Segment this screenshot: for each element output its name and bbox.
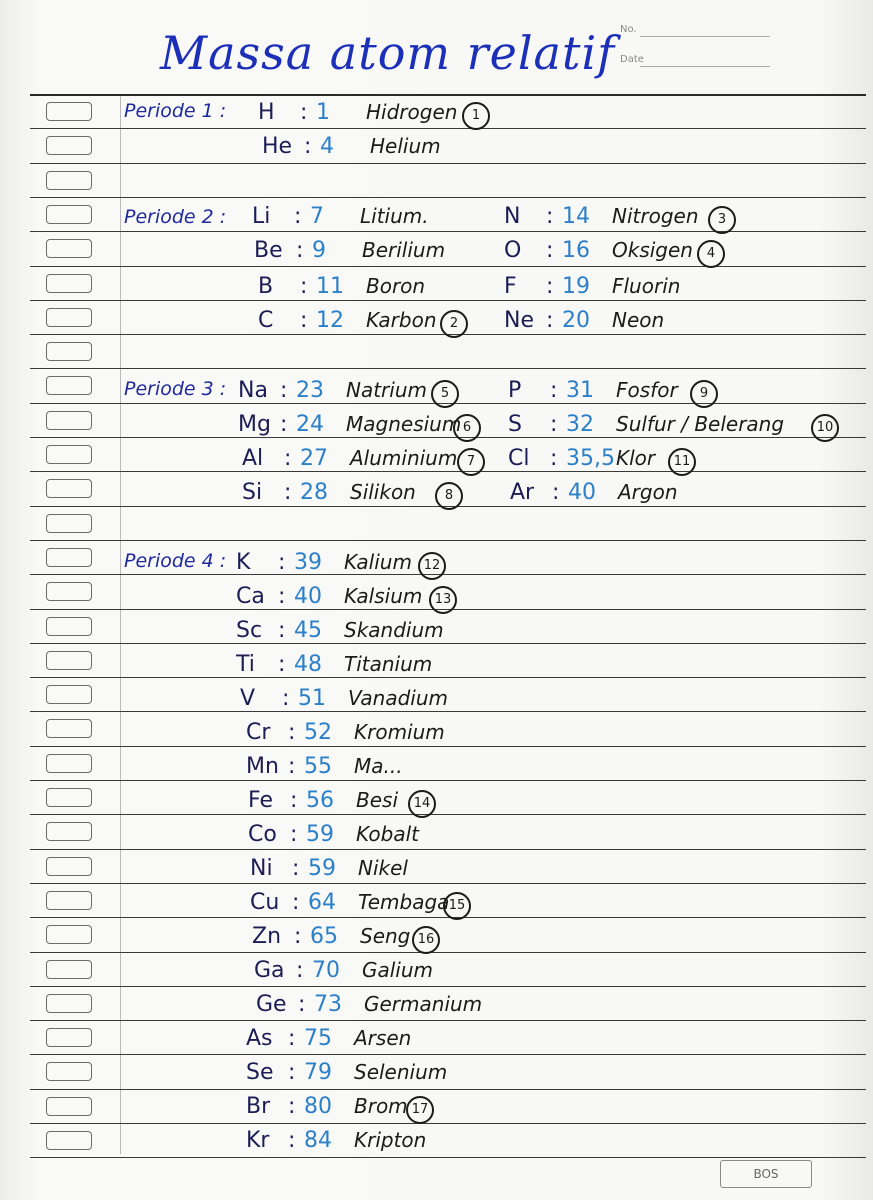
separator: :	[546, 238, 554, 263]
element-name: Klor	[616, 446, 656, 470]
separator: :	[280, 378, 288, 403]
separator: :	[290, 788, 298, 813]
separator: :	[288, 720, 296, 745]
separator: :	[550, 378, 558, 403]
checkbox[interactable]	[46, 411, 92, 430]
element-name: Fosfor	[616, 378, 678, 402]
atomic-mass: 19	[562, 274, 590, 299]
element-name: Boron	[366, 274, 426, 298]
element-symbol: Ni	[250, 856, 273, 881]
separator: :	[278, 652, 286, 677]
element-symbol: Co	[248, 822, 277, 847]
element-name: Aluminium	[350, 446, 458, 470]
ruled-line	[30, 540, 866, 541]
separator: :	[288, 1060, 296, 1085]
atomic-mass: 79	[304, 1060, 332, 1085]
element-symbol: Si	[242, 480, 263, 505]
checkbox[interactable]	[46, 651, 92, 670]
element-symbol: Mg	[238, 412, 271, 437]
separator: :	[288, 1094, 296, 1119]
element-symbol: Sc	[236, 618, 263, 643]
separator: :	[288, 754, 296, 779]
atomic-mass: 59	[306, 822, 334, 847]
checkbox[interactable]	[46, 274, 92, 293]
ruled-line	[30, 197, 866, 198]
element-symbol: Be	[254, 238, 283, 263]
separator: :	[280, 412, 288, 437]
element-number-badge: 4	[697, 240, 725, 268]
atomic-mass: 40	[294, 584, 322, 609]
element-name: Galium	[362, 958, 434, 982]
separator: :	[278, 618, 286, 643]
atomic-mass: 28	[300, 480, 328, 505]
element-name: Vanadium	[348, 686, 448, 710]
ruled-line	[30, 814, 866, 815]
element-name: Arsen	[354, 1026, 412, 1050]
element-name: Ma...	[354, 754, 403, 778]
checkbox[interactable]	[46, 857, 92, 876]
element-symbol: S	[508, 412, 522, 437]
element-name: Germanium	[364, 992, 483, 1016]
date-line	[640, 66, 770, 67]
checkbox[interactable]	[46, 1062, 92, 1081]
ruled-line	[30, 883, 866, 884]
atomic-mass: 24	[296, 412, 324, 437]
atomic-mass: 75	[304, 1026, 332, 1051]
ruled-line	[30, 986, 866, 987]
atomic-mass: 40	[568, 480, 596, 505]
separator: :	[278, 550, 286, 575]
checkbox[interactable]	[46, 136, 92, 155]
element-symbol: Ge	[256, 992, 287, 1017]
checkbox[interactable]	[46, 960, 92, 979]
atomic-mass: 9	[312, 238, 326, 263]
checkbox[interactable]	[46, 1131, 92, 1150]
atomic-mass: 20	[562, 308, 590, 333]
element-number-badge: 2	[440, 310, 468, 338]
atomic-mass: 84	[304, 1128, 332, 1153]
separator: :	[550, 412, 558, 437]
element-symbol: Fe	[248, 788, 273, 813]
element-name: Silikon	[350, 480, 416, 504]
atomic-mass: 27	[300, 446, 328, 471]
date-label: Date	[620, 54, 644, 65]
ruled-line	[30, 711, 866, 712]
period-4-label: Periode 4 :	[124, 550, 227, 572]
ruled-line	[30, 471, 866, 472]
element-symbol: B	[258, 274, 274, 299]
element-number-badge: 5	[431, 380, 459, 408]
element-symbol: K	[236, 550, 251, 575]
element-symbol: N	[504, 204, 521, 229]
ruled-line	[30, 231, 866, 232]
element-symbol: Kr	[246, 1128, 270, 1153]
element-symbol: Al	[242, 446, 264, 471]
checkbox[interactable]	[46, 171, 92, 190]
ruled-line	[30, 1020, 866, 1021]
element-name: Kobalt	[356, 822, 419, 846]
atomic-mass: 1	[316, 100, 330, 125]
element-number-badge: 17	[406, 1096, 434, 1124]
separator: :	[288, 1026, 296, 1051]
separator: :	[296, 238, 304, 263]
element-number-badge: 11	[668, 448, 696, 476]
element-symbol: Ti	[236, 652, 255, 677]
element-symbol: Li	[252, 204, 271, 229]
checkbox[interactable]	[46, 205, 92, 224]
atomic-mass: 45	[294, 618, 322, 643]
separator: :	[546, 204, 554, 229]
element-name: Titanium	[344, 652, 433, 676]
separator: :	[546, 308, 554, 333]
separator: :	[304, 134, 312, 159]
ruled-line	[30, 1123, 866, 1124]
atomic-mass: 32	[566, 412, 594, 437]
footer-mark: BOS	[720, 1160, 812, 1188]
separator: :	[298, 992, 306, 1017]
element-name: Seng	[360, 924, 411, 948]
checkbox[interactable]	[46, 719, 92, 738]
checkbox[interactable]	[46, 617, 92, 636]
atomic-mass: 23	[296, 378, 324, 403]
separator: :	[288, 1128, 296, 1153]
element-number-badge: 15	[443, 892, 471, 920]
page-title: Massa atom relatif	[160, 26, 616, 80]
checkbox[interactable]	[46, 788, 92, 807]
atomic-mass: 11	[316, 274, 344, 299]
element-symbol: P	[508, 378, 522, 403]
atomic-mass: 65	[310, 924, 338, 949]
separator: :	[300, 274, 308, 299]
separator: :	[294, 204, 302, 229]
ruled-line	[30, 437, 866, 438]
separator: :	[278, 584, 286, 609]
element-name: Neon	[612, 308, 665, 332]
checkbox[interactable]	[46, 925, 92, 944]
checkbox[interactable]	[46, 376, 92, 395]
ruled-line	[30, 677, 866, 678]
checkbox[interactable]	[46, 685, 92, 704]
element-name: Argon	[618, 480, 678, 504]
element-name: Besi	[356, 788, 399, 812]
checkbox[interactable]	[46, 1028, 92, 1047]
ruled-line	[30, 163, 866, 164]
element-symbol: F	[504, 274, 517, 299]
separator: :	[284, 480, 292, 505]
atomic-mass: 51	[298, 686, 326, 711]
checkbox[interactable]	[46, 239, 92, 258]
atomic-mass: 14	[562, 204, 590, 229]
element-name: Nitrogen	[612, 204, 699, 228]
element-name: Litium.	[360, 204, 429, 228]
element-symbol: C	[258, 308, 274, 333]
atomic-mass: 4	[320, 134, 334, 159]
checkbox[interactable]	[46, 514, 92, 533]
separator: :	[300, 100, 308, 125]
period-1-label: Periode 1 :	[124, 100, 227, 122]
no-line	[640, 36, 770, 37]
checkbox[interactable]	[46, 582, 92, 601]
atomic-mass: 70	[312, 958, 340, 983]
separator: :	[552, 480, 560, 505]
checkbox[interactable]	[46, 548, 92, 567]
element-symbol: Cl	[508, 446, 530, 471]
element-symbol: Ca	[236, 584, 265, 609]
ruled-line	[30, 746, 866, 747]
element-symbol: O	[504, 238, 522, 263]
element-name: Helium	[370, 134, 441, 158]
checkbox[interactable]	[46, 822, 92, 841]
ruled-line	[30, 849, 866, 850]
separator: :	[300, 308, 308, 333]
atomic-mass: 7	[310, 204, 324, 229]
separator: :	[296, 958, 304, 983]
no-label: No.	[620, 24, 637, 35]
element-name: Karbon	[366, 308, 437, 332]
atomic-mass: 59	[308, 856, 336, 881]
ruled-line	[30, 1089, 866, 1090]
separator: :	[546, 274, 554, 299]
ruled-line	[30, 128, 866, 129]
element-number-badge: 1	[462, 102, 490, 130]
checkbox[interactable]	[46, 342, 92, 361]
element-symbol: Cr	[246, 720, 271, 745]
ruled-line	[30, 1157, 866, 1158]
separator: :	[550, 446, 558, 471]
element-name: Selenium	[354, 1060, 448, 1084]
ruled-line	[30, 300, 866, 301]
separator: :	[284, 446, 292, 471]
atomic-mass: 56	[306, 788, 334, 813]
atomic-mass: 73	[314, 992, 342, 1017]
checkbox[interactable]	[46, 891, 92, 910]
element-number-badge: 3	[708, 206, 736, 234]
element-name: Oksigen	[612, 238, 693, 262]
element-number-badge: 14	[408, 790, 436, 818]
checkbox[interactable]	[46, 994, 92, 1013]
element-name: Hidrogen	[366, 100, 458, 124]
ruled-line	[30, 952, 866, 953]
element-name: Fluorin	[612, 274, 681, 298]
element-number-badge: 7	[457, 448, 485, 476]
element-name: Natrium	[346, 378, 427, 402]
element-number-badge: 13	[429, 586, 457, 614]
ruled-line	[30, 1054, 866, 1055]
element-symbol: V	[240, 686, 256, 711]
element-symbol: Ga	[254, 958, 285, 983]
checkbox[interactable]	[46, 1097, 92, 1116]
ruled-line	[30, 574, 866, 575]
element-symbol: Mn	[246, 754, 279, 779]
checkbox[interactable]	[46, 102, 92, 121]
element-symbol: As	[246, 1026, 273, 1051]
atomic-mass: 39	[294, 550, 322, 575]
element-number-badge: 12	[418, 552, 446, 580]
atomic-mass: 52	[304, 720, 332, 745]
atomic-mass: 80	[304, 1094, 332, 1119]
ruled-line	[30, 368, 866, 369]
element-name: Brom	[354, 1094, 408, 1118]
period-3-label: Periode 3 :	[124, 378, 227, 400]
element-name: Nikel	[358, 856, 408, 880]
atomic-mass: 55	[304, 754, 332, 779]
separator: :	[290, 822, 298, 847]
margin-line	[120, 94, 121, 1154]
period-2-label: Periode 2 :	[124, 206, 227, 228]
element-symbol: Br	[246, 1094, 271, 1119]
element-name: Kripton	[354, 1128, 427, 1152]
element-symbol: Na	[238, 378, 268, 403]
element-symbol: Zn	[252, 924, 282, 949]
element-name: Sulfur / Belerang	[616, 412, 785, 436]
separator: :	[282, 686, 290, 711]
checkbox[interactable]	[46, 308, 92, 327]
element-name: Kalium	[344, 550, 412, 574]
separator: :	[292, 856, 300, 881]
element-symbol: He	[262, 134, 293, 159]
atomic-mass: 35,5	[566, 446, 615, 471]
element-symbol: Ar	[510, 480, 535, 505]
ruled-line	[30, 780, 866, 781]
element-name: Tembaga	[358, 890, 450, 914]
separator: :	[292, 890, 300, 915]
separator: :	[294, 924, 302, 949]
element-number-badge: 6	[453, 414, 481, 442]
element-name: Kromium	[354, 720, 445, 744]
element-symbol: H	[258, 100, 275, 125]
element-name: Berilium	[362, 238, 446, 262]
checkbox[interactable]	[46, 445, 92, 464]
ruled-line	[30, 94, 866, 96]
checkbox[interactable]	[46, 754, 92, 773]
atomic-mass: 48	[294, 652, 322, 677]
element-number-badge: 10	[811, 414, 839, 442]
checkbox[interactable]	[46, 479, 92, 498]
atomic-mass: 64	[308, 890, 336, 915]
element-symbol: Cu	[250, 890, 280, 915]
element-number-badge: 9	[690, 380, 718, 408]
ruled-line	[30, 266, 866, 267]
element-name: Skandium	[344, 618, 444, 642]
ruled-line	[30, 643, 866, 644]
element-name: Kalsium	[344, 584, 423, 608]
atomic-mass: 12	[316, 308, 344, 333]
element-symbol: Se	[246, 1060, 274, 1085]
atomic-mass: 31	[566, 378, 594, 403]
element-number-badge: 8	[435, 482, 463, 510]
atomic-mass: 16	[562, 238, 590, 263]
element-number-badge: 16	[412, 926, 440, 954]
element-symbol: Ne	[504, 308, 534, 333]
element-name: Magnesium	[346, 412, 462, 436]
